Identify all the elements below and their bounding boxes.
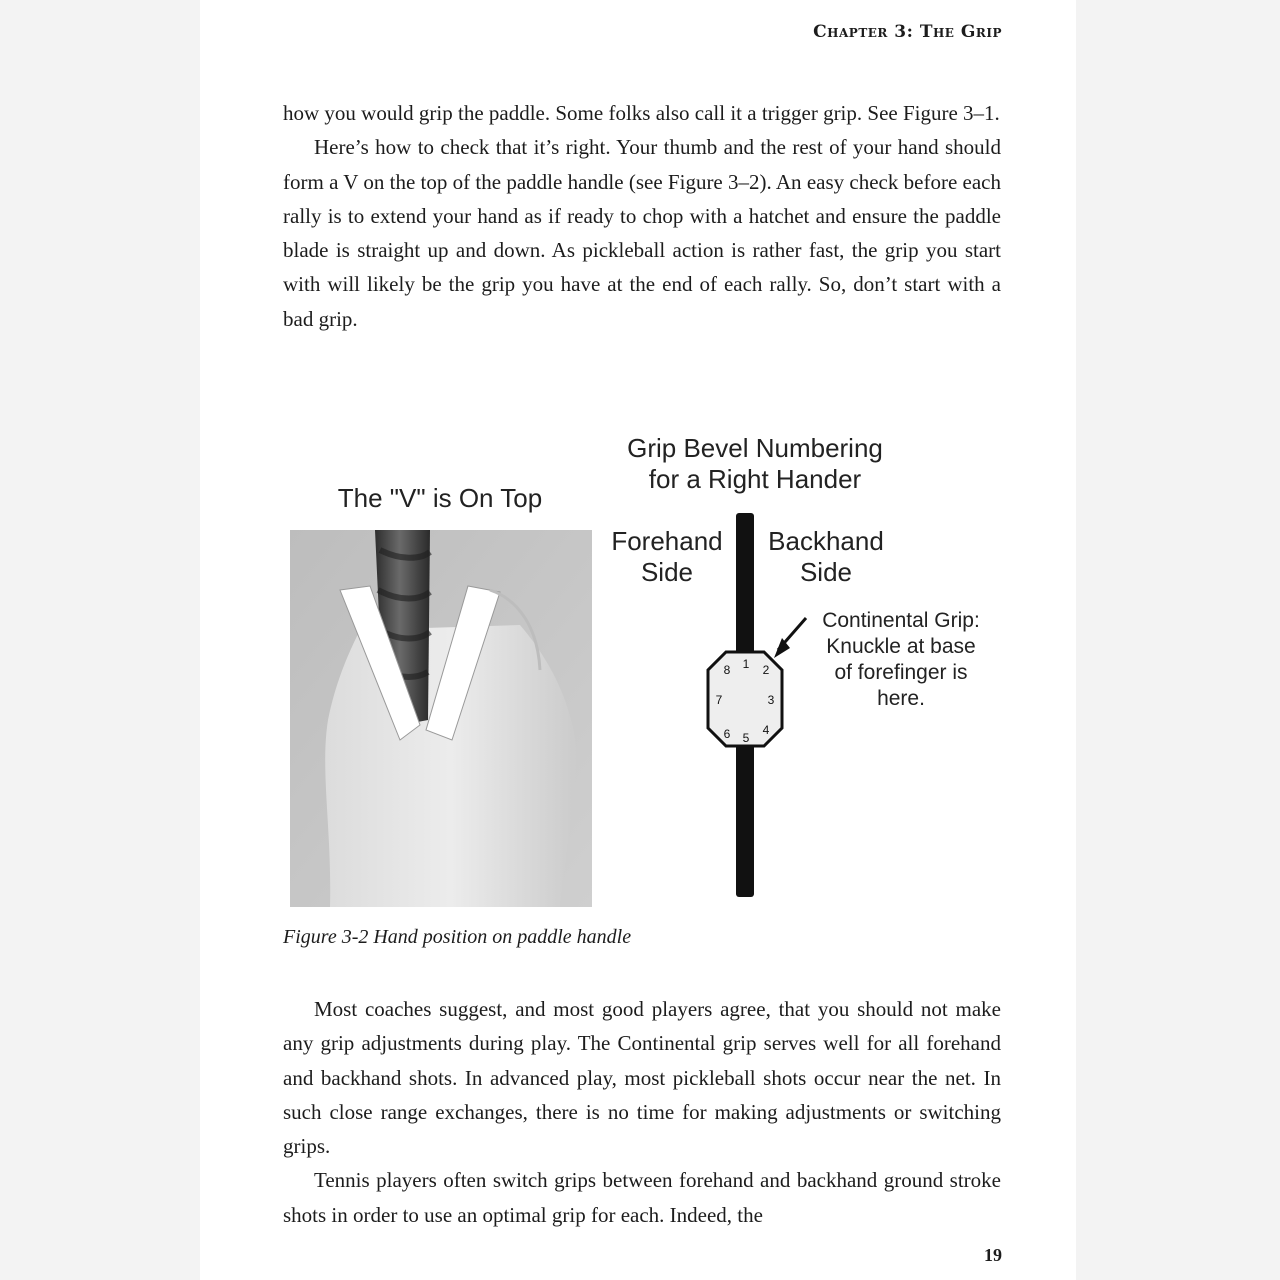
paragraph: Here’s how to check that it’s right. Your thumb and the rest of your hand should form a V on the top of the paddle handle (see Figure 3–2). An easy check before each rally is to extend your hand as if ready to chop with a hatchet and ensure the paddle blade is straight up and down. As pickleball action is rather fast, the grip you start with will likely be the grip you have at the end of each rally. So, don’t start with a bad grip. [283, 135, 1001, 331]
label-line: Forehand [611, 526, 723, 556]
label-line: Side [640, 557, 694, 587]
hand-grip-photo [290, 530, 592, 907]
paragraph: how you would grip the paddle. Some folks also call it a trigger grip. See Figure 3–1. [283, 101, 1000, 125]
bevel-5: 5 [742, 731, 750, 745]
bevel-2: 2 [762, 663, 770, 677]
bevel-6: 6 [723, 727, 731, 741]
bevel-4: 4 [762, 723, 770, 737]
bevel-8: 8 [723, 663, 731, 677]
paragraph: Tennis players often switch grips between forehand and backhand ground stroke shots in order to use an optimal grip for each. Indeed, the [283, 1168, 1001, 1227]
label-line: Side [799, 557, 853, 587]
note-line: Knuckle at base [826, 635, 976, 658]
continental-grip-note [806, 608, 996, 712]
bevel-3: 3 [767, 693, 775, 707]
page-number: 19 [984, 1245, 1002, 1265]
figure-caption: Figure 3-2 Hand position on paddle handle [283, 926, 632, 948]
grip-bevel-diagram [690, 510, 810, 900]
bevel-7: 7 [715, 693, 723, 707]
body-text-bottom [283, 992, 1001, 1232]
title-line: for a Right Hander [648, 464, 862, 494]
figure-left-title: The "V" is On Top [337, 483, 543, 513]
title-line: Grip Bevel Numbering [627, 433, 883, 463]
note-line: here. [877, 687, 925, 710]
note-line: of forefinger is [834, 661, 968, 684]
figure-right-title [600, 433, 910, 495]
paragraph: Most coaches suggest, and most good players agree, that you should not make any grip adjustments during play. The Continental grip serves well for all forehand and backhand shots. In advanced play, most pickleball shots occur near the net. In such close range exchanges, there is no time for making adjustments or switching grips. [283, 997, 1001, 1159]
bevel-1: 1 [742, 657, 750, 671]
body-text-top [283, 96, 1001, 336]
note-line: Continental Grip: [822, 609, 980, 632]
label-line: Backhand [768, 526, 884, 556]
running-head: Chapter 3: The Grip [813, 22, 1002, 42]
